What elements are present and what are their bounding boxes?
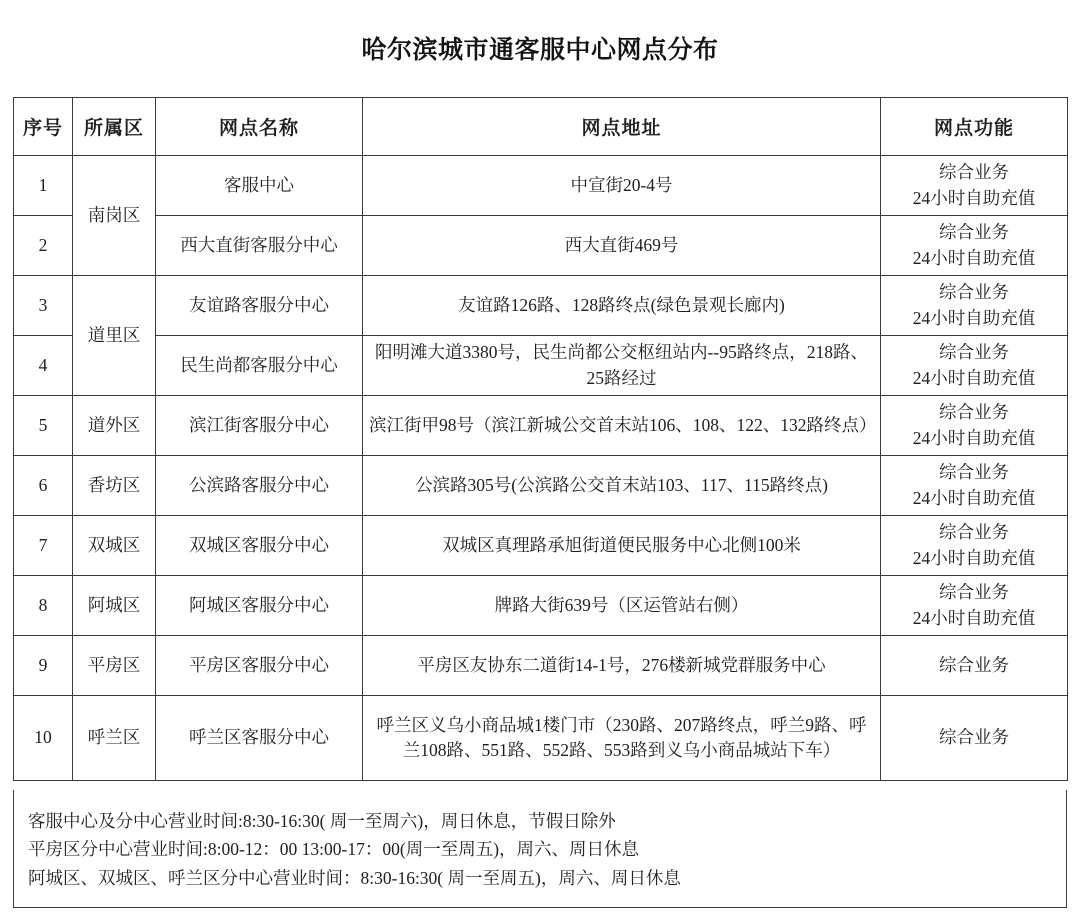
function-line: 综合业务 bbox=[939, 522, 1009, 543]
cell-address: 西大直街469号 bbox=[363, 216, 881, 276]
cell-function bbox=[881, 456, 1068, 516]
cell-branch-name: 呼兰区客服分中心 bbox=[156, 696, 363, 781]
table-row bbox=[14, 456, 1068, 516]
note-line: 平房区分中心营业时间:8:00-12：00 13:00-17：00(周一至周五)，周六、周日休息 bbox=[28, 839, 640, 860]
table-row bbox=[14, 696, 1068, 781]
cell-district: 香坊区 bbox=[73, 456, 156, 516]
table-header-row bbox=[14, 98, 1068, 156]
cell-function bbox=[881, 276, 1068, 336]
table-row bbox=[14, 396, 1068, 456]
function-line: 综合业务 bbox=[939, 402, 1009, 423]
cell-function bbox=[881, 516, 1068, 576]
cell-district: 呼兰区 bbox=[73, 696, 156, 781]
cell-function bbox=[881, 336, 1068, 396]
table-header bbox=[14, 98, 1068, 156]
cell-district: 平房区 bbox=[73, 636, 156, 696]
business-hours-notes bbox=[13, 790, 1067, 908]
cell-address: 滨江街甲98号（滨江新城公交首末站106、108、122、132路终点） bbox=[363, 396, 881, 456]
cell-branch-name: 客服中心 bbox=[156, 156, 363, 216]
table-row bbox=[14, 636, 1068, 696]
cell-district: 阿城区 bbox=[73, 576, 156, 636]
column-header-function: 网点功能 bbox=[881, 98, 1068, 156]
function-line: 综合业务 bbox=[939, 222, 1009, 243]
cell-address: 友谊路126路、128路终点(绿色景观长廊内) bbox=[363, 276, 881, 336]
table-row bbox=[14, 576, 1068, 636]
cell-index: 10 bbox=[14, 696, 73, 781]
page-title: 哈尔滨城市通客服中心网点分布 bbox=[361, 36, 719, 64]
table-body bbox=[14, 156, 1068, 781]
column-header-name: 网点名称 bbox=[156, 98, 363, 156]
function-line: 24小时自助充值 bbox=[912, 187, 1036, 208]
function-line: 24小时自助充值 bbox=[912, 367, 1036, 388]
cell-branch-name: 公滨路客服分中心 bbox=[156, 456, 363, 516]
cell-district: 道里区 bbox=[73, 276, 156, 396]
note-line: 阿城区、双城区、呼兰区分中心营业时间：8:30-16:30( 周一至周五)，周六、周日休息 bbox=[28, 867, 681, 888]
cell-branch-name: 阿城区客服分中心 bbox=[156, 576, 363, 636]
function-line: 综合业务 bbox=[939, 162, 1009, 183]
cell-function bbox=[881, 696, 1068, 781]
function-line: 24小时自助充值 bbox=[912, 487, 1036, 508]
cell-function bbox=[881, 576, 1068, 636]
function-line: 24小时自助充值 bbox=[912, 607, 1036, 628]
function-line: 综合业务 bbox=[939, 582, 1009, 603]
cell-index: 6 bbox=[14, 456, 73, 516]
branch-table-container bbox=[13, 97, 1067, 781]
cell-function bbox=[881, 636, 1068, 696]
cell-branch-name: 双城区客服分中心 bbox=[156, 516, 363, 576]
cell-branch-name: 民生尚都客服分中心 bbox=[156, 336, 363, 396]
table-row bbox=[14, 276, 1068, 336]
cell-index: 9 bbox=[14, 636, 73, 696]
cell-function bbox=[881, 216, 1068, 276]
cell-address: 呼兰区义乌小商品城1楼门市（230路、207路终点，呼兰9路、呼兰108路、551路、552路、553路到义乌小商品城站下车） bbox=[363, 696, 881, 781]
column-header-address: 网点地址 bbox=[363, 98, 881, 156]
cell-index: 4 bbox=[14, 336, 73, 396]
cell-index: 5 bbox=[14, 396, 73, 456]
cell-address: 阳明滩大道3380号，民生尚都公交枢纽站内--95路终点，218路、25路经过 bbox=[363, 336, 881, 396]
note-line: 客服中心及分中心营业时间:8:30-16:30( 周一至周六)，周日休息，节假日除外 bbox=[28, 811, 616, 831]
cell-index: 7 bbox=[14, 516, 73, 576]
table-row bbox=[14, 216, 1068, 276]
cell-index: 1 bbox=[14, 156, 73, 216]
cell-branch-name: 西大直街客服分中心 bbox=[156, 216, 363, 276]
branch-distribution-table bbox=[13, 97, 1068, 781]
cell-index: 3 bbox=[14, 276, 73, 336]
cell-address: 中宣街20-4号 bbox=[363, 156, 881, 216]
cell-address: 双城区真理路承旭街道便民服务中心北侧100米 bbox=[363, 516, 881, 576]
cell-district: 南岗区 bbox=[73, 156, 156, 276]
column-header-district: 所属区 bbox=[73, 98, 156, 156]
function-line: 24小时自助充值 bbox=[912, 307, 1036, 328]
cell-address: 牌路大街639号（区运管站右侧） bbox=[363, 576, 881, 636]
function-line: 综合业务 bbox=[939, 727, 1009, 748]
function-line: 24小时自助充值 bbox=[912, 427, 1036, 448]
cell-branch-name: 滨江街客服分中心 bbox=[156, 396, 363, 456]
function-line: 24小时自助充值 bbox=[912, 247, 1036, 268]
cell-district: 双城区 bbox=[73, 516, 156, 576]
cell-index: 8 bbox=[14, 576, 73, 636]
cell-function bbox=[881, 396, 1068, 456]
cell-district: 道外区 bbox=[73, 396, 156, 456]
cell-address: 平房区友协东二道街14-1号，276楼新城党群服务中心 bbox=[363, 636, 881, 696]
function-line: 综合业务 bbox=[939, 342, 1009, 363]
table-row bbox=[14, 156, 1068, 216]
table-row bbox=[14, 336, 1068, 396]
cell-address: 公滨路305号(公滨路公交首末站103、117、115路终点) bbox=[363, 456, 881, 516]
cell-function bbox=[881, 156, 1068, 216]
function-line: 综合业务 bbox=[939, 282, 1009, 303]
cell-index: 2 bbox=[14, 216, 73, 276]
cell-branch-name: 平房区客服分中心 bbox=[156, 636, 363, 696]
function-line: 综合业务 bbox=[939, 654, 1009, 675]
cell-branch-name: 友谊路客服分中心 bbox=[156, 276, 363, 336]
column-header-index: 序号 bbox=[14, 98, 73, 156]
function-line: 综合业务 bbox=[939, 462, 1009, 483]
table-row bbox=[14, 516, 1068, 576]
function-line: 24小时自助充值 bbox=[912, 547, 1036, 568]
